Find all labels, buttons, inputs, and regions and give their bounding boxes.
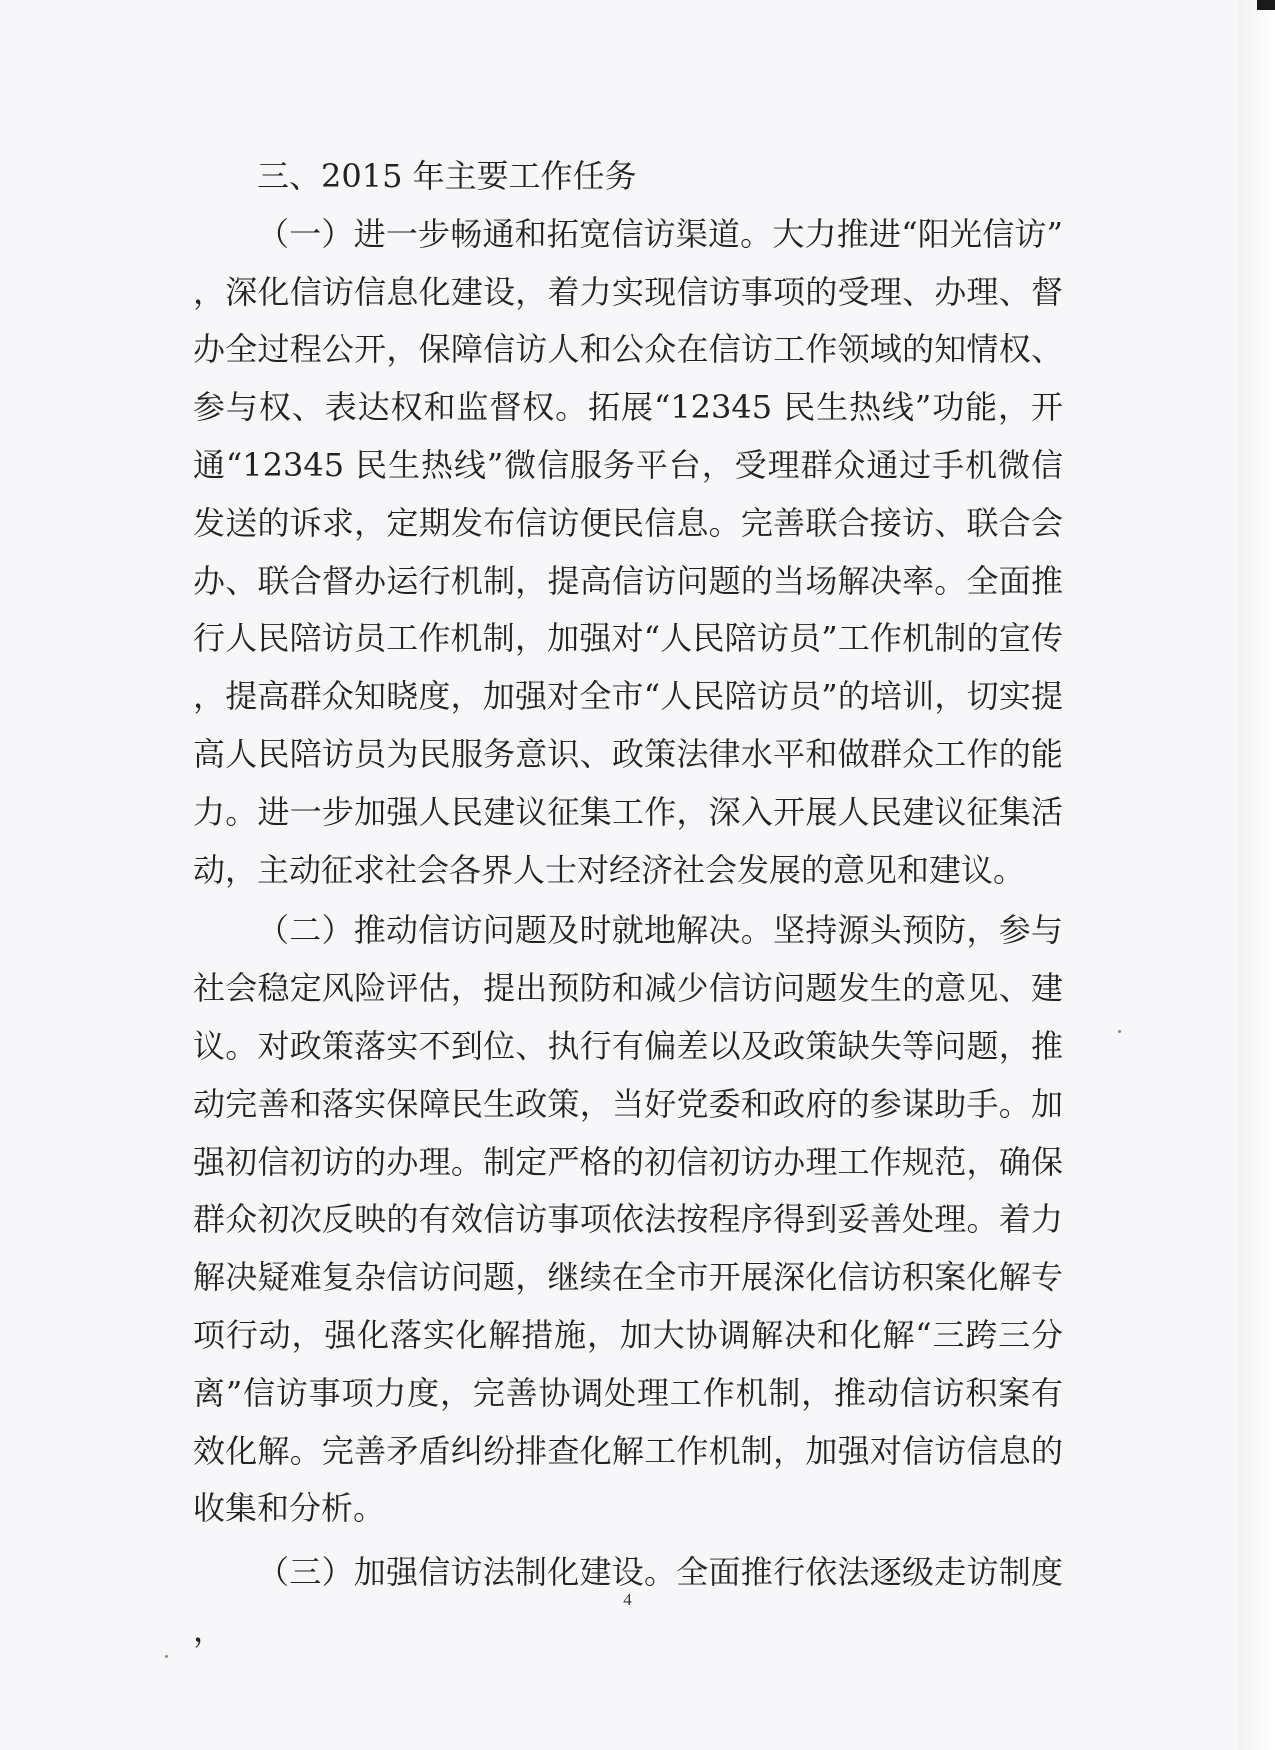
paragraph-3: （三）加强信访法制化建设。全面推行依法逐级走访制度， xyxy=(193,1553,1063,1649)
scan-speck xyxy=(1118,1030,1121,1033)
scan-speck xyxy=(165,1655,168,1658)
section-heading: 三、2015 年主要工作任务 xyxy=(257,157,637,195)
scan-edge-shadow xyxy=(1239,0,1275,1750)
paragraph-1: （一）进一步畅通和拓宽信访渠道。大力推进“阳光信访”，深化信访信息化建设，着力实现信访事项的受理、办理、督办全过程公开，保障信访人和公众在信访工作领域的知情权、参与权、表达权和监督权。拓展“12345 民生热线”功能，开通“12345 民生热线”微信服务平台，受理群众通过手机微信发送的诉求，定期发布信访便民信息。完善联合接访、联合会办、联合督办运行机制，提高信访问题的当场解决率。全面推行人民陪访员工作机制，加强对“人民陪访员”工作机制的宣传，提高群众知晓度，加强对全市“人民陪访员”的培训，切实提高人民陪访员为民服务意识、政策法律水平和做群众工作的能力。进一步加强人民建议征集工作，深入开展人民建议征集活动，主动征求社会各界人士对经济社会发展的意见和建议。 xyxy=(193,214,1063,889)
page-number: 4 xyxy=(623,1590,632,1609)
document-body xyxy=(193,148,1063,1660)
paragraph-2: （二）推动信访问题及时就地解决。坚持源头预防，参与社会稳定风险评估，提出预防和减少信访问题发生的意见、建议。对政策落实不到位、执行有偏差以及政策缺失等问题，推动完善和落实保障民生政策，当好党委和政府的参谋助手。加强初信初访的办理。制定严格的初信初访办理工作规范，确保群众初次反映的有效信访事项依法按程序得到妥善处理。着力解决疑难复杂信访问题，继续在全市开展深化信访积案化解专项行动，强化落实化解措施，加大协调解决和化解“三跨三分离”信访事项力度，完善协调处理工作机制，推动信访积案有效化解。完善矛盾纠纷排查化解工作机制，加强对信访信息的收集和分析。 xyxy=(193,911,1063,1528)
scan-corner-mark xyxy=(1257,0,1275,10)
